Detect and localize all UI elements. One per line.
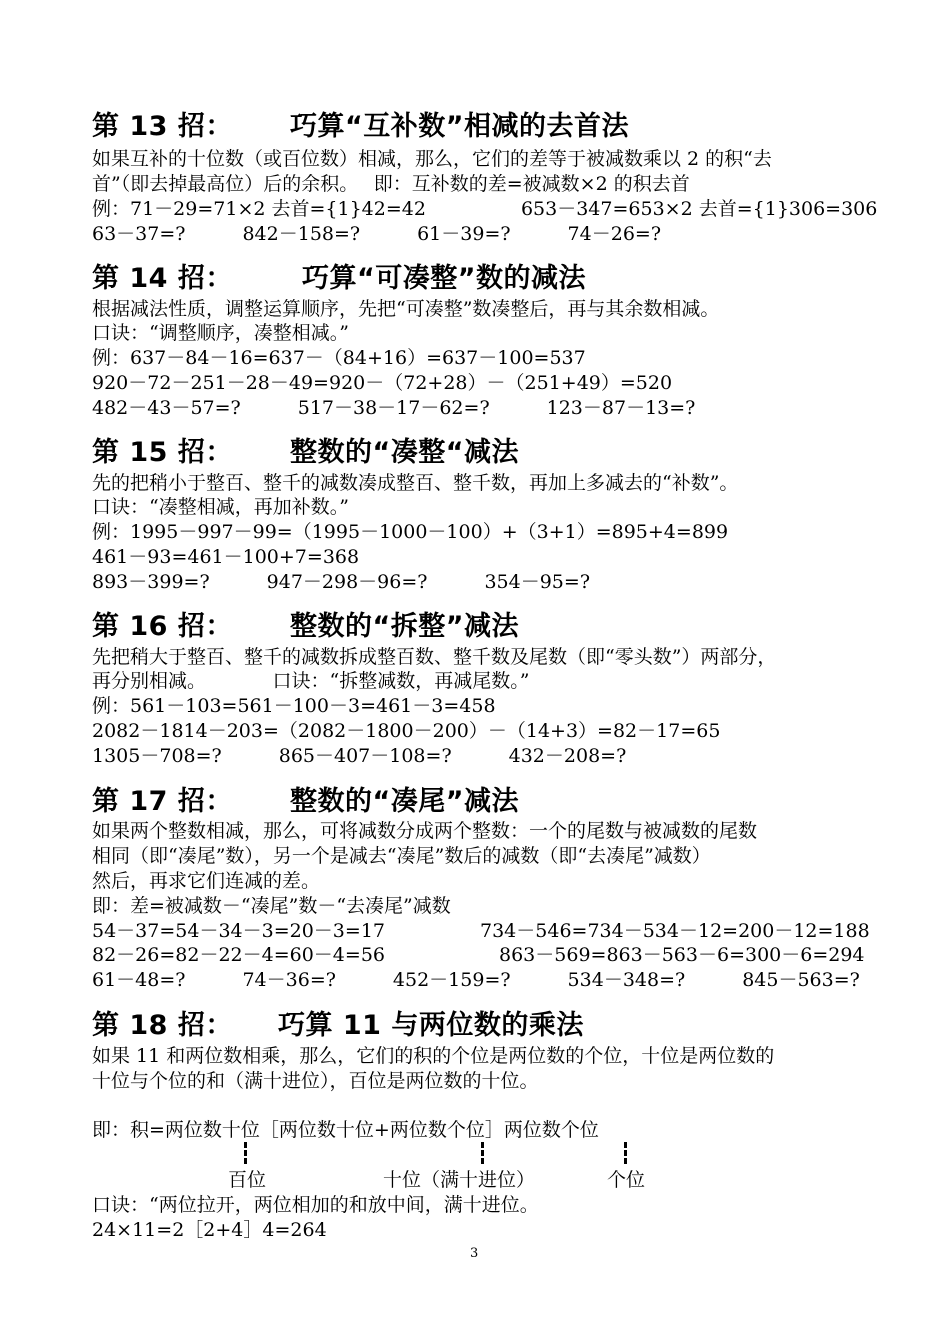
section-15-example-1: 例：1995－997－99=（1995－1000－100）+（3+1）=895+4=899 [92,521,729,543]
section-15-example-2: 461－93=461－100+7=368 [92,546,360,568]
section-14-example-1: 例：637－84－16=637－（84+16）=637－100=537 [92,347,586,369]
section-13-exercises: 63－37=? 842－158=? 61－39=? 74－26=? [92,223,662,245]
section-16-title: 整数的“拆整”减法 [290,611,519,642]
section-17-heading [92,779,519,818]
section-18-mnemonic: 口诀：“两位拉开，两位相加的和放中间，满十进位。 [92,1194,539,1216]
section-16-example-2: 2082－1814－203=（2082－1800－200）－（14+3）=82－17=65 [92,720,721,742]
units-label: 个位 [607,1169,646,1191]
section-15-title: 整数的“凑整“减法 [290,437,519,468]
section-16-number: 第 16 招： [92,611,233,642]
section-13-line-1: 如果互补的十位数（或百位数）相减，那么，它们的差等于被减数乘以 2 的积“去 [92,148,772,170]
section-18-line-1: 如果 11 和两位数相乘，那么，它们的积的个位是两位数的个位，十位是两位数的 [92,1045,775,1067]
section-18-number: 第 18 招： [92,1010,233,1041]
tens-connector [481,1142,484,1164]
section-14-exercises: 482－43－57=? 517－38－17－62=? 123－87－13=? [92,397,696,419]
section-13-number: 第 13 招： [92,111,233,142]
section-18-title: 巧算 11 与两位数的乘法 [278,1010,584,1041]
section-14-heading [92,256,586,295]
section-18-line-2: 十位与个位的和（满十进位），百位是两位数的十位。 [92,1070,539,1092]
section-17-number: 第 17 招： [92,786,233,817]
section-17-line-3: 然后，再求它们连减的差。 [92,870,321,892]
section-17-title: 整数的“凑尾”减法 [290,786,519,817]
hundreds-label: 百位 [228,1169,267,1191]
section-14-title: 巧算“可凑整”数的减法 [302,263,586,294]
section-16-exercises: 1305－708=? 865－407－108=? 432－208=? [92,745,627,767]
section-17-example-2: 82－26=82－22－4=60－4=56 863－569=863－563－6=300－6=294 [92,944,865,966]
section-13-line-2: 首”（即去掉最高位）后的余积。 即：互补数的差=被减数×2 的积去首 [92,173,690,195]
section-17-formula: 即：差=被减数－“凑尾”数－“去凑尾”减数 [92,895,451,917]
section-16-example-1: 例：561－103=561－100－3=461－3=458 [92,695,496,717]
section-16-heading [92,604,519,643]
section-13-heading [92,104,629,143]
section-18-heading [92,1003,584,1042]
section-16-line-2: 再分别相减。 口诀：“拆整减数，再减尾数。” [92,670,530,692]
section-15-heading [92,430,519,469]
page-number: 3 [470,1246,479,1261]
section-17-line-2: 相同（即“凑尾”数），另一个是减去“凑尾”数后的减数（即“去凑尾”减数） [92,845,711,867]
section-18-example: 24×11=2［2+4］4=264 [92,1219,327,1241]
section-17-exercises: 61－48=? 74－36=? 452－159=? 534－348=? 845－563=? [92,969,860,991]
section-17-line-1: 如果两个整数相减，那么，可将减数分成两个整数：一个的尾数与被减数的尾数 [92,820,758,842]
section-14-mnemonic: 口诀：“调整顺序，凑整相减。” [92,322,349,344]
section-14-example-2: 920－72－251－28－49=920－（72+28）－（251+49）=520 [92,372,673,394]
section-16-line-1: 先把稍大于整百、整千的减数拆成整百数、整千数及尾数（即“零头数”）两部分， [92,646,777,668]
section-15-exercises: 893－399=? 947－298－96=? 354－95=? [92,571,590,593]
section-14-line-1: 根据减法性质，调整运算顺序，先把“可凑整”数凑整后，再与其余数相减。 [92,298,720,320]
section-15-line-1: 先的把稍小于整百、整千的减数凑成整百、整千数，再加上多减去的“补数”。 [92,472,739,494]
section-15-number: 第 15 招： [92,437,233,468]
section-17-example-1: 54－37=54－34－3=20－3=17 734－546=734－534－12=200－12=188 [92,920,870,942]
units-connector [624,1142,627,1164]
hundreds-connector [244,1142,247,1164]
section-14-number: 第 14 招： [92,263,233,294]
section-18-formula: 即：积=两位数十位［两位数十位+两位数个位］两位数个位 [92,1119,599,1141]
tens-label: 十位（满十进位） [383,1169,536,1191]
section-15-mnemonic: 口诀：“凑整相减，再加补数。” [92,496,349,518]
section-13-example: 例：71－29=71×2 去首={1}42=42 653－347=653×2 去首={1}306=306 [92,198,878,220]
section-13-title: 巧算“互补数”相减的去首法 [290,111,629,142]
